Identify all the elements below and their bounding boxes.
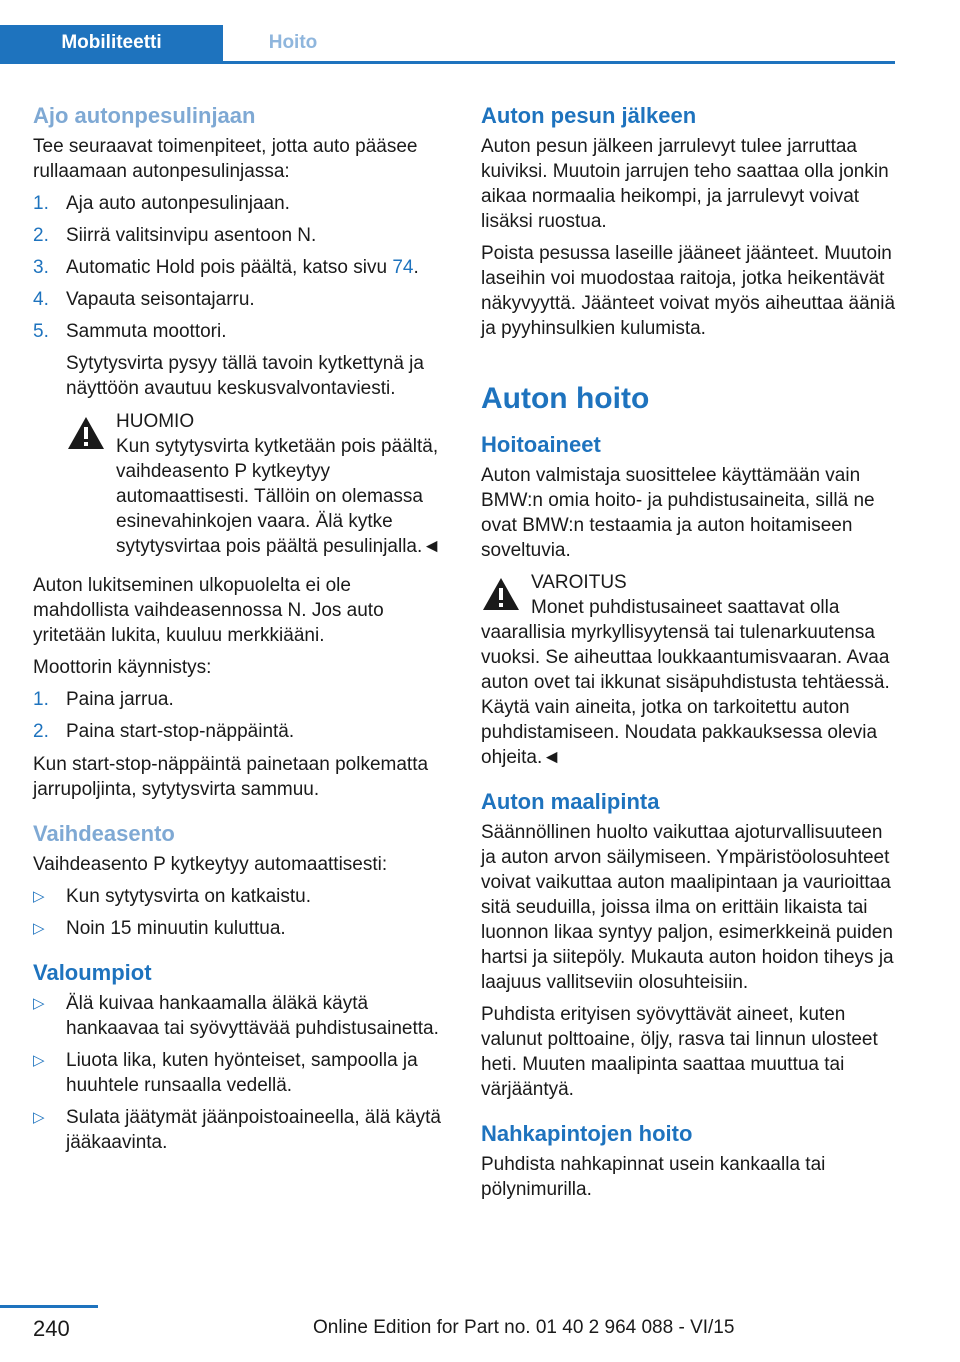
paint-paragraph-1: Säännöllinen huolto vaikuttaa ajoturvallisuuteen ja auton arvon säilymiseen. Ympäristöolosuhteet voivat vaikuttaa auton maalipintaan ja vaurioittaa sitä seuduilla, joissa ilma on erittäin likaista tai luonnon likaa syntyy paljon, esimerkkeinä puiden hartsi ja siitepöly. Mukauta auton hoidon tiheys ja laajuus vallitseviin olosuhteisiin. xyxy=(481,822,894,993)
engine-start-label: Moottorin käynnistys: xyxy=(33,657,212,678)
list-item xyxy=(33,991,448,1041)
step-number: 1. xyxy=(33,689,49,710)
warning-triangle-icon xyxy=(481,576,521,612)
bullet-triangle-icon: ▷ xyxy=(33,1052,45,1069)
step-text: Paina jarrua. xyxy=(66,689,174,710)
car-wash-steps xyxy=(33,191,448,401)
list-item xyxy=(33,287,448,312)
page-number: 240 xyxy=(33,1316,70,1341)
edition-info: Online Edition for Part no. 01 40 2 964 088 - VI/15 xyxy=(313,1317,735,1338)
tab-hoito[interactable]: Hoito xyxy=(268,32,318,53)
bullet-triangle-icon: ▷ xyxy=(33,995,45,1012)
list-item xyxy=(33,319,448,401)
bullet-text: Liuota lika, kuten hyönteiset, sampoolla ja huuhtele runsaalla vedellä. xyxy=(66,1050,418,1096)
warning-box-caution xyxy=(481,570,896,770)
page-link[interactable]: 74 xyxy=(392,257,414,278)
section-title-headlights: Valoumpiot xyxy=(33,960,152,985)
bullet-triangle-icon: ▷ xyxy=(33,888,45,905)
list-item xyxy=(33,1048,448,1098)
step-text: Sammuta moottori. xyxy=(66,321,227,342)
step-text: Automatic Hold pois päältä, katso sivu xyxy=(66,257,393,278)
warning-title: HUOMIO xyxy=(116,411,195,432)
after-wash-paragraph-1: Auton pesun jälkeen jarrulevyt tulee jarruttaa kuiviksi. Muutoin jarrujen teho saattaa olla jonkin aikaa normaalia heikompi, ja jarrulevyt voivat lisäksi ruostua. xyxy=(481,136,889,232)
warning-text: Monet puhdistusaineet saattavat olla vaarallisia myrkyllisyytensä tai tulenarkuutensa vuoksi. Se aiheuttaa loukkaantumisvaaran. Avaa auton ovet tai ikkunat sisäpuhdistusta tehtäessä. Käytä vain aineita, jotka on tarkoitettu auton puhdistamiseen. Noudata pakkauksessa olevia ohjeita.◄ xyxy=(481,597,890,768)
step-number: 2. xyxy=(33,225,49,246)
left-column xyxy=(33,98,448,1163)
headlight-bullets xyxy=(33,991,448,1155)
header-tabbar xyxy=(0,25,895,64)
list-item xyxy=(33,916,448,941)
chapter-title-car-care: Auton hoito xyxy=(481,382,650,415)
list-item xyxy=(33,687,448,712)
bullet-text: Noin 15 minuutin kuluttua. xyxy=(66,918,286,939)
section-title-gear: Vaihdeasento xyxy=(33,821,175,846)
step-number: 1. xyxy=(33,193,49,214)
section-title-care-products: Hoitoaineet xyxy=(481,432,601,457)
step-number: 5. xyxy=(33,321,49,342)
warning-box-notice xyxy=(66,409,448,559)
list-item xyxy=(33,884,448,909)
engine-stop-note: Kun start-stop-näppäintä painetaan polkematta jarrupoljinta, sytytysvirta sammuu. xyxy=(33,754,429,800)
list-item xyxy=(33,223,448,248)
step-text-end: . xyxy=(413,257,419,278)
bullet-text: Älä kuivaa hankaamalla äläkä käytä hankaavaa tai syövyttävää puhdistusainetta. xyxy=(66,993,439,1039)
section-title-after-wash: Auton pesun jälkeen xyxy=(481,103,697,128)
gear-bullets xyxy=(33,884,448,941)
list-item xyxy=(33,191,448,216)
step-number: 3. xyxy=(33,257,49,278)
after-wash-paragraph-2: Poista pesussa laseille jääneet jäänteet. Muutoin laseihin voi muodostaa raitoja, jotka heikentävät näkyvyyttä. Jäänteet voivat myös aiheuttaa ääniä ja pyyhinsulkien kulumista. xyxy=(481,243,896,339)
step-note: Sytytysvirta pysyy tällä tavoin kytkettynä ja näyttöön avautuu keskusvalvontaviesti. xyxy=(66,353,424,399)
section-title-car-wash: Ajo autonpesulinjaan xyxy=(33,103,256,128)
step-text: Aja auto autonpesulinjaan. xyxy=(66,193,290,214)
paint-paragraph-2: Puhdista erityisen syövyttävät aineet, kuten valunut polttoaine, öljy, rasva tai linnun ulosteet heti. Muuten maalipinta saattaa muuttua tai värjääntyä. xyxy=(481,1004,878,1100)
step-number: 4. xyxy=(33,289,49,310)
list-item xyxy=(33,255,448,280)
right-column xyxy=(481,98,896,1209)
warning-triangle-icon xyxy=(66,415,106,451)
warning-title: VAROITUS xyxy=(531,572,627,593)
footer-rule xyxy=(0,1305,98,1308)
step-text: Vapauta seisontajarru. xyxy=(66,289,255,310)
car-wash-intro: Tee seuraavat toimenpiteet, jotta auto pääsee rullaamaan autonpesulinjassa: xyxy=(33,136,418,182)
warning-text: Kun sytytysvirta kytketään pois päältä, vaihdeasento P kytkeytyy automaattisesti. Tällöin on olemassa esinevahinkojen vaara. Älä kytke sytytysvirtaa pois päältä pesulinjalla.◄ xyxy=(116,436,442,557)
gear-intro: Vaihdeasento P kytkeytyy automaattisesti: xyxy=(33,854,388,875)
list-item xyxy=(33,1105,448,1155)
leather-text: Puhdista nahkapinnat usein kankaalla tai pölynimurilla. xyxy=(481,1154,826,1200)
step-text: Siirrä valitsinvipu asentoon N. xyxy=(66,225,317,246)
bullet-triangle-icon: ▷ xyxy=(33,920,45,937)
bullet-text: Sulata jäätymät jäänpoistoaineella, älä käytä jääkaavinta. xyxy=(66,1107,441,1153)
engine-start-steps xyxy=(33,687,448,744)
step-number: 2. xyxy=(33,721,49,742)
section-title-leather: Nahkapintojen hoito xyxy=(481,1121,693,1146)
list-item xyxy=(33,719,448,744)
section-title-paint: Auton maalipinta xyxy=(481,789,660,814)
lock-note: Auton lukitseminen ulkopuolelta ei ole mahdollista vaihdeasennossa N. Jos auto yritetään lukita, kuuluu merkkiääni. xyxy=(33,575,384,646)
bullet-text: Kun sytytysvirta on katkaistu. xyxy=(66,886,311,907)
care-products-text: Auton valmistaja suosittelee käyttämään vain BMW:n omia hoito- ja puhdistusaineita, sillä ne ovat BMW:n testaamia ja auton hoitamiseen soveltuvia. xyxy=(481,465,875,561)
step-text: Paina start-stop-näppäintä. xyxy=(66,721,295,742)
tab-mobiliteetti[interactable]: Mobiliteetti xyxy=(0,25,223,61)
bullet-triangle-icon: ▷ xyxy=(33,1109,45,1126)
